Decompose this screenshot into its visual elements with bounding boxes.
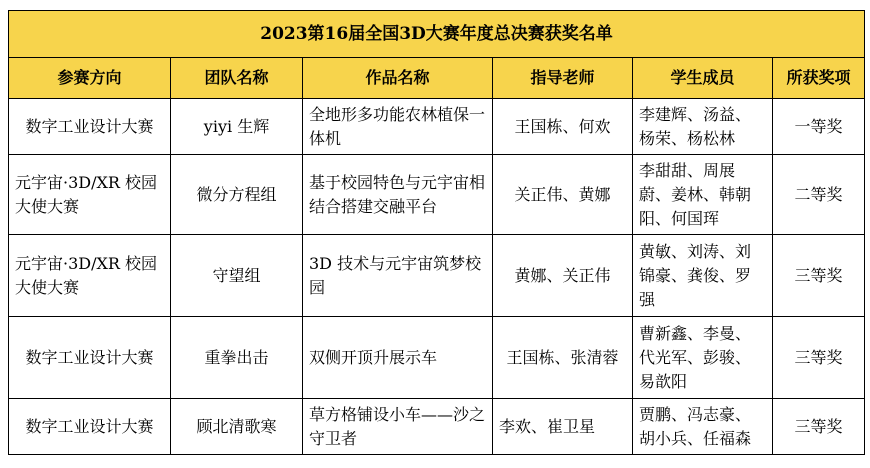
cell-students: 李建辉、汤益、杨荣、杨松林 — [633, 99, 773, 155]
cell-work: 双侧开顶升展示车 — [303, 317, 493, 399]
table-title: 2023第16届全国3D大赛年度总决赛获奖名单 — [9, 11, 865, 58]
cell-work: 草方格铺设小车——沙之守卫者 — [303, 399, 493, 455]
column-header-students: 学生成员 — [633, 58, 773, 99]
cell-work: 3D 技术与元宇宙筑梦校园 — [303, 235, 493, 317]
cell-advisors: 李欢、崔卫星 — [493, 399, 633, 455]
cell-award: 三等奖 — [773, 317, 865, 399]
cell-students: 曹新鑫、李曼、代光军、彭骏、易歆阳 — [633, 317, 773, 399]
column-header-work: 作品名称 — [303, 58, 493, 99]
cell-direction: 数字工业设计大赛 — [9, 317, 171, 399]
cell-direction: 数字工业设计大赛 — [9, 399, 171, 455]
cell-team: 重拳出击 — [171, 317, 303, 399]
cell-direction: 数字工业设计大赛 — [9, 99, 171, 155]
table-row — [9, 399, 865, 455]
column-header-direction: 参赛方向 — [9, 58, 171, 99]
cell-award: 三等奖 — [773, 399, 865, 455]
cell-award: 一等奖 — [773, 99, 865, 155]
cell-students: 贾鹏、冯志豪、胡小兵、任福森 — [633, 399, 773, 455]
cell-work: 基于校园特色与元宇宙相结合搭建交融平台 — [303, 155, 493, 235]
cell-advisors: 王国栋、何欢 — [493, 99, 633, 155]
cell-team: 顾北清歌寒 — [171, 399, 303, 455]
cell-team: 微分方程组 — [171, 155, 303, 235]
cell-work: 全地形多功能农林植保一体机 — [303, 99, 493, 155]
table-row — [9, 317, 865, 399]
cell-team: 守望组 — [171, 235, 303, 317]
cell-students: 黄敏、刘涛、刘锦豪、龚俊、罗强 — [633, 235, 773, 317]
column-header-advisors: 指导老师 — [493, 58, 633, 99]
cell-students: 李甜甜、周展蔚、姜林、韩朝阳、何国珲 — [633, 155, 773, 235]
cell-direction: 元宇宙·3D/XR 校园大使大赛 — [9, 235, 171, 317]
cell-advisors: 黄娜、关正伟 — [493, 235, 633, 317]
header-row — [9, 58, 865, 99]
cell-advisors: 关正伟、黄娜 — [493, 155, 633, 235]
table-row — [9, 155, 865, 235]
table-row — [9, 235, 865, 317]
column-header-award: 所获奖项 — [773, 58, 865, 99]
cell-direction: 元宇宙·3D/XR 校园大使大赛 — [9, 155, 171, 235]
cell-team: yiyi 生辉 — [171, 99, 303, 155]
cell-award: 二等奖 — [773, 155, 865, 235]
cell-advisors: 王国栋、张清蓉 — [493, 317, 633, 399]
awards-table — [8, 10, 865, 455]
table-row — [9, 99, 865, 155]
title-row — [9, 11, 865, 58]
cell-award: 三等奖 — [773, 235, 865, 317]
column-header-team: 团队名称 — [171, 58, 303, 99]
